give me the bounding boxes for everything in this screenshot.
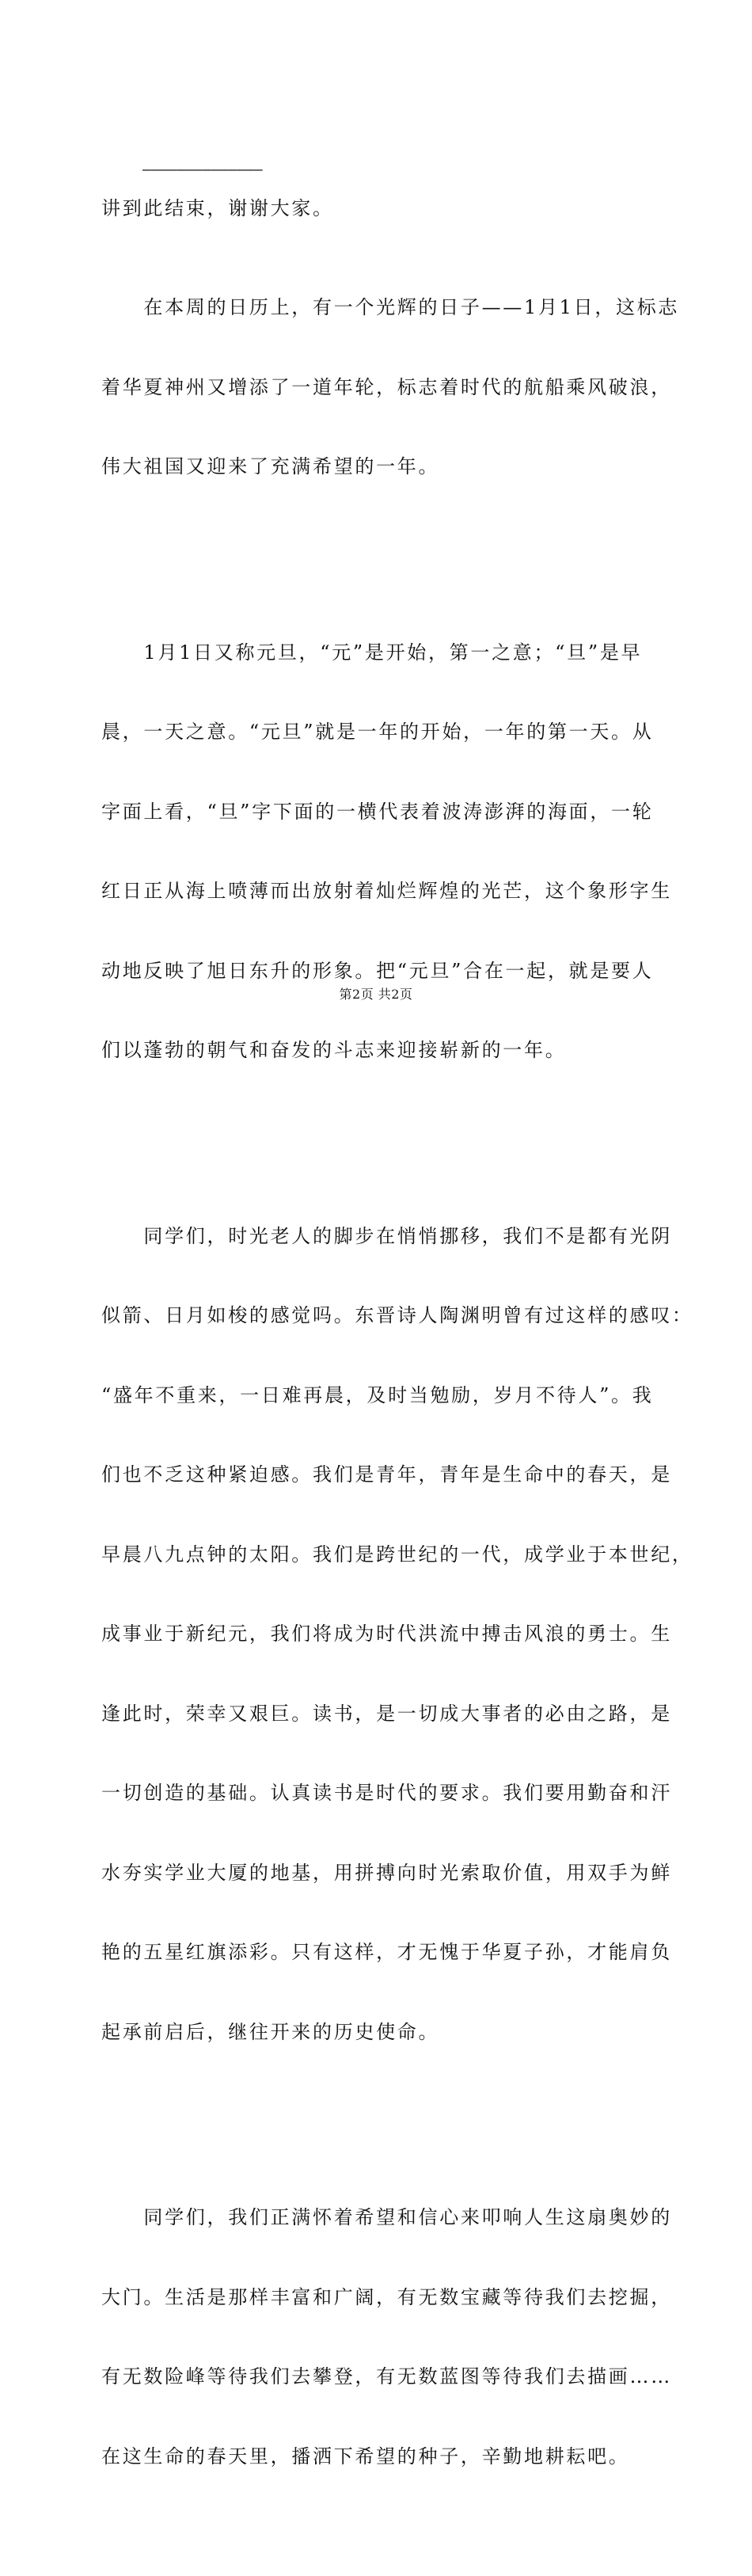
page-number-footer: 第2页 共2页 (339, 987, 413, 1002)
paragraph-line: 水夯实学业大厦的地基，用拼搏向时光索取价值，用双手为鲜 (101, 1861, 672, 1884)
paragraph-line: 晨，一天之意。“元旦”就是一年的开始，一年的第一天。从 (101, 721, 654, 743)
paragraph-line: 1月1日又称元旦，“元”是开始，第一之意；“旦”是早 (101, 641, 643, 664)
paragraph-line: 动地反映了旭日东升的形象。把“元旦”合在一起，就是要人 (101, 959, 654, 982)
paragraph-line: 早晨八九点钟的太阳。我们是跨世纪的一代，成学业于本世纪， (101, 1543, 693, 1566)
paragraph-line: 起承前启后，继往开来的历史使命。 (101, 2020, 440, 2043)
section-separator: —————————————— (142, 162, 263, 178)
paragraph-line: 在本周的日历上，有一个光辉的日子——1月1日，这标志 (101, 296, 680, 318)
paragraph-yuandan-meaning (101, 587, 671, 1117)
paragraph-line: 伟大祖国又迎来了充满希望的一年。 (101, 455, 440, 478)
paragraph-line: 在这生命的春天里，播洒下希望的种子，辛勤地耕耘吧。 (101, 2445, 630, 2468)
paragraph-line: 着华夏神州又增添了一道年轮，标志着时代的航船乘风破浪， (101, 375, 672, 398)
paragraph-line: 逢此时，荣幸又艰巨。读书，是一切成大事者的必由之路，是 (101, 1702, 672, 1725)
paragraph-line: 有无数险峰等待我们去攀登，有无数蓝图等待我们去描画…… (101, 2365, 672, 2388)
paragraph-line: “盛年不重来，一日难再晨，及时当勉励，岁月不待人”。我 (101, 1383, 654, 1406)
paragraph-line: 大门。生活是那样丰富和广阔，有无数宝藏等待我们去挖掘， (101, 2285, 672, 2308)
paragraph-line: 艳的五星红旗添彩。只有这样，才无愧于华夏子孙，才能肩负 (101, 1941, 672, 1963)
paragraph-line: 字面上看，“旦”字下面的一横代表着波涛澎湃的海面，一轮 (101, 800, 654, 823)
paragraph-time-urgency (101, 1170, 693, 2099)
closing-line: 讲到此结束，谢谢大家。 (101, 197, 334, 219)
paragraph-new-year-intro (101, 242, 680, 534)
paragraph-closing-call (101, 2152, 671, 2523)
paragraph-line: 红日正从海上喷薄而出放射着灿烂辉煌的光芒，这个象形字生 (101, 880, 672, 902)
paragraph-line: 成事业于新纪元，我们将成为时代洪流中搏击风浪的勇士。生 (101, 1623, 672, 1645)
paragraph-line: 们也不乏这种紧迫感。我们是青年，青年是生命中的春天，是 (101, 1463, 672, 1486)
paragraph-line: 同学们，时光老人的脚步在悄悄挪移，我们不是都有光阴 (101, 1224, 672, 1247)
paragraph-line: 一切创造的基础。认真读书是时代的要求。我们要用勤奋和汗 (101, 1782, 672, 1804)
paragraph-line: 似箭、日月如梭的感觉吗。东晋诗人陶渊明曾有过这样的感叹： (101, 1304, 693, 1326)
paragraph-line: 们以蓬勃的朝气和奋发的斗志来迎接崭新的一年。 (101, 1039, 567, 1061)
paragraph-line: 同学们，我们正满怀着希望和信心来叩响人生这扇奥妙的 (101, 2206, 672, 2228)
body-text (101, 188, 693, 2576)
